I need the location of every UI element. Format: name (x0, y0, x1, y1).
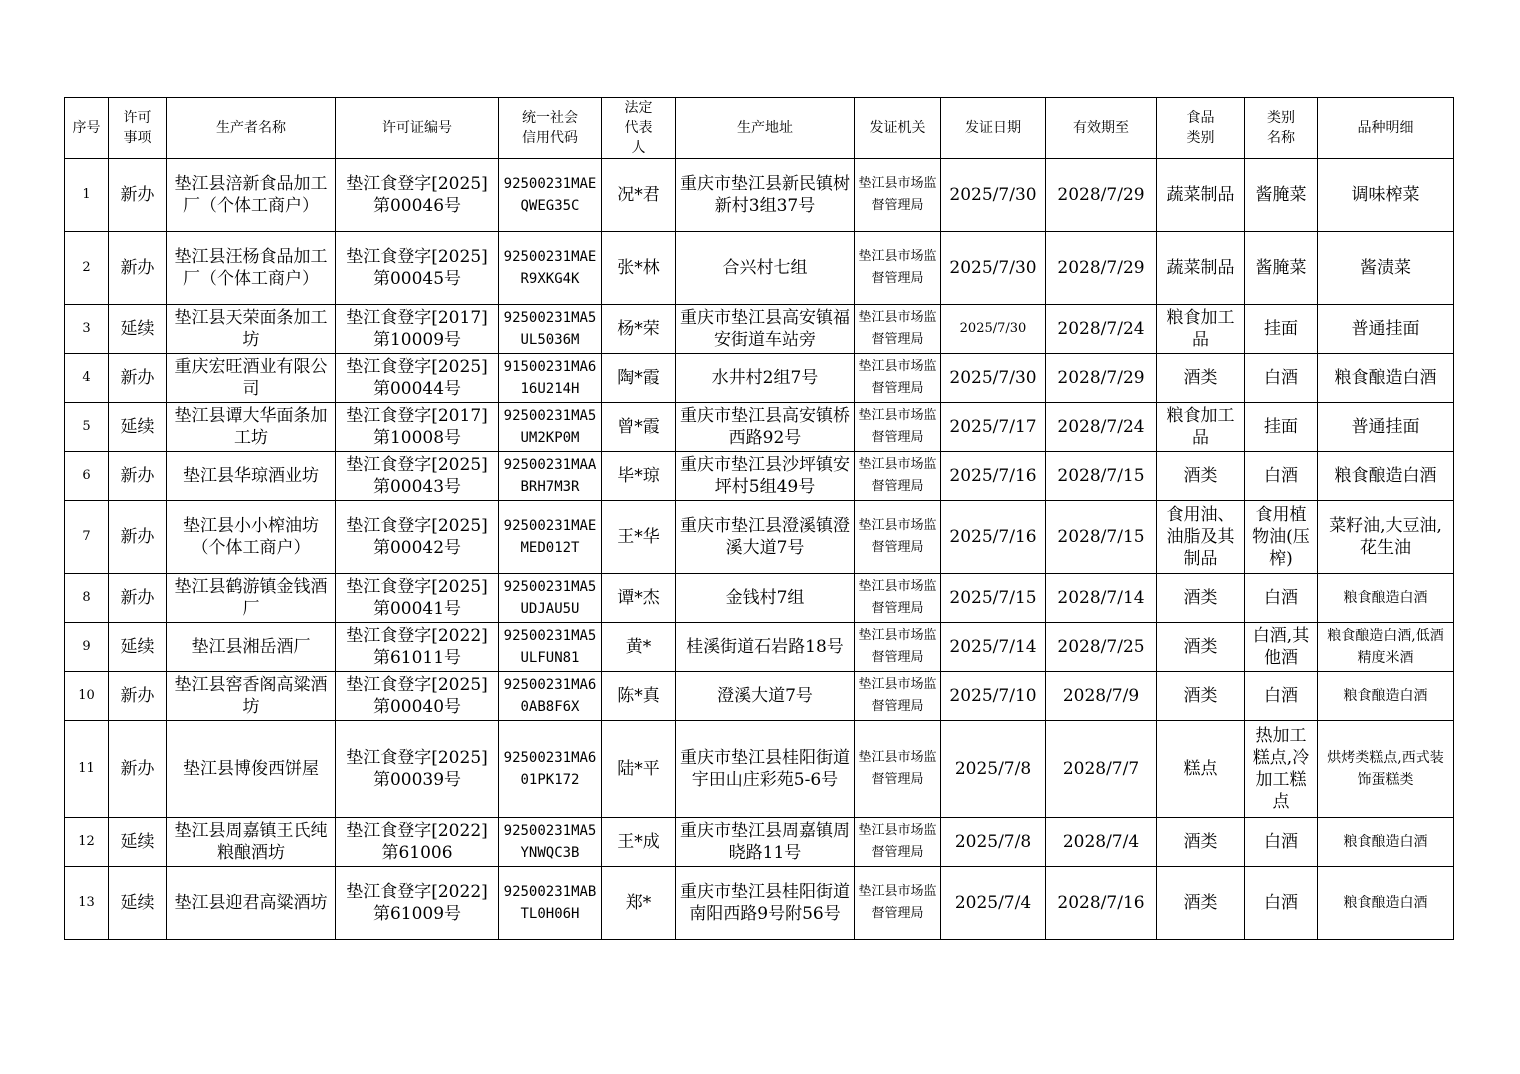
cell-issue: 2025/7/4 (941, 867, 1046, 940)
cell-authority: 垫江县市场监督管理局 (855, 818, 941, 867)
cell-category: 食用油、油脂及其制品 (1157, 501, 1245, 574)
cell-item: 延续 (109, 867, 167, 940)
cell-category: 酒类 (1157, 452, 1245, 501)
cell-detail: 粮食酿造白酒 (1318, 452, 1454, 501)
cell-expire: 2028/7/4 (1046, 818, 1157, 867)
header-row (65, 98, 1454, 159)
cell-detail: 粮食酿造白酒 (1318, 672, 1454, 721)
cell-license: 垫江食登字[2025]第00045号 (336, 232, 499, 305)
cell-authority: 垫江县市场监督管理局 (855, 354, 941, 403)
cell-code: 92500231MA5ULFUN81 (499, 623, 602, 672)
cell-catname: 白酒 (1245, 672, 1318, 721)
cell-catname: 热加工糕点,冷加工糕点 (1245, 721, 1318, 818)
cell-no: 8 (65, 574, 109, 623)
header-cell: 法定代表人 (602, 98, 676, 159)
cell-no: 11 (65, 721, 109, 818)
cell-address: 重庆市垫江县周嘉镇周晓路11号 (676, 818, 855, 867)
cell-detail: 烘烤类糕点,西式装饰蛋糕类 (1318, 721, 1454, 818)
cell-license: 垫江食登字[2025]第00039号 (336, 721, 499, 818)
header-cell: 品种明细 (1318, 98, 1454, 159)
cell-category: 蔬菜制品 (1157, 232, 1245, 305)
cell-license: 垫江食登字[2025]第00046号 (336, 159, 499, 232)
cell-code: 92500231MAEQWEG35C (499, 159, 602, 232)
cell-expire: 2028/7/25 (1046, 623, 1157, 672)
table-row (65, 574, 1454, 623)
cell-rep: 张*林 (602, 232, 676, 305)
cell-detail: 粮食酿造白酒 (1318, 574, 1454, 623)
cell-catname: 挂面 (1245, 403, 1318, 452)
cell-authority: 垫江县市场监督管理局 (855, 452, 941, 501)
table-row (65, 867, 1454, 940)
cell-rep: 陆*平 (602, 721, 676, 818)
cell-name: 垫江县华琼酒业坊 (167, 452, 336, 501)
cell-address: 水井村2组7号 (676, 354, 855, 403)
cell-detail: 菜籽油,大豆油,花生油 (1318, 501, 1454, 574)
cell-no: 13 (65, 867, 109, 940)
cell-name: 垫江县涪新食品加工厂（个体工商户） (167, 159, 336, 232)
header-cell: 食品类别 (1157, 98, 1245, 159)
cell-issue: 2025/7/16 (941, 452, 1046, 501)
cell-license: 垫江食登字[2017]第10009号 (336, 305, 499, 354)
cell-rep: 王*华 (602, 501, 676, 574)
cell-issue: 2025/7/17 (941, 403, 1046, 452)
cell-expire: 2028/7/14 (1046, 574, 1157, 623)
cell-expire: 2028/7/29 (1046, 159, 1157, 232)
cell-address: 桂溪街道石岩路18号 (676, 623, 855, 672)
cell-expire: 2028/7/16 (1046, 867, 1157, 940)
cell-address: 重庆市垫江县沙坪镇安坪村5组49号 (676, 452, 855, 501)
cell-item: 延续 (109, 623, 167, 672)
cell-issue: 2025/7/16 (941, 501, 1046, 574)
cell-detail: 粮食酿造白酒 (1318, 354, 1454, 403)
cell-issue: 2025/7/30 (941, 305, 1046, 354)
table-row (65, 305, 1454, 354)
cell-item: 新办 (109, 232, 167, 305)
cell-name: 垫江县谭大华面条加工坊 (167, 403, 336, 452)
cell-expire: 2028/7/15 (1046, 452, 1157, 501)
cell-category: 酒类 (1157, 623, 1245, 672)
header-cell: 统一社会信用代码 (499, 98, 602, 159)
cell-authority: 垫江县市场监督管理局 (855, 159, 941, 232)
cell-no: 10 (65, 672, 109, 721)
cell-item: 延续 (109, 305, 167, 354)
cell-code: 92500231MA601PK172 (499, 721, 602, 818)
cell-address: 合兴村七组 (676, 232, 855, 305)
cell-name: 垫江县湘岳酒厂 (167, 623, 336, 672)
cell-item: 新办 (109, 574, 167, 623)
cell-code: 92500231MA5UM2KP0M (499, 403, 602, 452)
cell-rep: 陶*霞 (602, 354, 676, 403)
cell-code: 92500231MA60AB8F6X (499, 672, 602, 721)
cell-no: 4 (65, 354, 109, 403)
cell-detail: 粮食酿造白酒 (1318, 818, 1454, 867)
cell-expire: 2028/7/29 (1046, 232, 1157, 305)
cell-license: 垫江食登字[2017]第10008号 (336, 403, 499, 452)
cell-issue: 2025/7/15 (941, 574, 1046, 623)
cell-expire: 2028/7/24 (1046, 403, 1157, 452)
cell-code: 92500231MAER9XKG4K (499, 232, 602, 305)
cell-name: 重庆宏旺酒业有限公司 (167, 354, 336, 403)
cell-name: 垫江县汪杨食品加工厂（个体工商户） (167, 232, 336, 305)
cell-detail: 粮食酿造白酒 (1318, 867, 1454, 940)
cell-item: 新办 (109, 452, 167, 501)
cell-address: 重庆市垫江县高安镇福安街道车站旁 (676, 305, 855, 354)
cell-issue: 2025/7/30 (941, 354, 1046, 403)
cell-issue: 2025/7/30 (941, 159, 1046, 232)
table-row (65, 721, 1454, 818)
cell-detail: 粮食酿造白酒,低酒精度米酒 (1318, 623, 1454, 672)
header-cell: 有效期至 (1046, 98, 1157, 159)
cell-no: 5 (65, 403, 109, 452)
cell-item: 新办 (109, 672, 167, 721)
cell-catname: 白酒 (1245, 452, 1318, 501)
cell-authority: 垫江县市场监督管理局 (855, 721, 941, 818)
cell-rep: 陈*真 (602, 672, 676, 721)
cell-category: 粮食加工品 (1157, 305, 1245, 354)
cell-license: 垫江食登字[2025]第00043号 (336, 452, 499, 501)
cell-category: 粮食加工品 (1157, 403, 1245, 452)
cell-rep: 况*君 (602, 159, 676, 232)
cell-address: 重庆市垫江县澄溪镇澄溪大道7号 (676, 501, 855, 574)
cell-address: 重庆市垫江县桂阳街道南阳西路9号附56号 (676, 867, 855, 940)
cell-rep: 曾*霞 (602, 403, 676, 452)
table-row (65, 232, 1454, 305)
cell-issue: 2025/7/8 (941, 818, 1046, 867)
table-row (65, 403, 1454, 452)
cell-authority: 垫江县市场监督管理局 (855, 403, 941, 452)
cell-rep: 杨*荣 (602, 305, 676, 354)
cell-name: 垫江县小小榨油坊（个体工商户） (167, 501, 336, 574)
cell-item: 新办 (109, 159, 167, 232)
header-cell: 类别名称 (1245, 98, 1318, 159)
cell-catname: 酱腌菜 (1245, 159, 1318, 232)
cell-authority: 垫江县市场监督管理局 (855, 672, 941, 721)
cell-authority: 垫江县市场监督管理局 (855, 867, 941, 940)
cell-expire: 2028/7/24 (1046, 305, 1157, 354)
cell-expire: 2028/7/9 (1046, 672, 1157, 721)
cell-item: 延续 (109, 818, 167, 867)
cell-name: 垫江县窖香阁高粱酒坊 (167, 672, 336, 721)
cell-issue: 2025/7/10 (941, 672, 1046, 721)
cell-code: 92500231MA5YNWQC3B (499, 818, 602, 867)
cell-category: 酒类 (1157, 354, 1245, 403)
cell-address: 重庆市垫江县桂阳街道宇田山庄彩苑5-6号 (676, 721, 855, 818)
cell-license: 垫江食登字[2022]第61011号 (336, 623, 499, 672)
cell-code: 92500231MABTL0H06H (499, 867, 602, 940)
table-row (65, 452, 1454, 501)
cell-no: 6 (65, 452, 109, 501)
header-cell: 序号 (65, 98, 109, 159)
cell-address: 重庆市垫江县高安镇桥西路92号 (676, 403, 855, 452)
cell-catname: 白酒 (1245, 354, 1318, 403)
cell-code: 92500231MA5UL5036M (499, 305, 602, 354)
cell-category: 酒类 (1157, 867, 1245, 940)
cell-rep: 谭*杰 (602, 574, 676, 623)
cell-issue: 2025/7/14 (941, 623, 1046, 672)
table-row (65, 501, 1454, 574)
cell-name: 垫江县鹤游镇金钱酒厂 (167, 574, 336, 623)
cell-item: 新办 (109, 501, 167, 574)
header-cell: 生产者名称 (167, 98, 336, 159)
cell-catname: 挂面 (1245, 305, 1318, 354)
cell-expire: 2028/7/15 (1046, 501, 1157, 574)
cell-catname: 白酒 (1245, 818, 1318, 867)
header-cell: 生产地址 (676, 98, 855, 159)
cell-authority: 垫江县市场监督管理局 (855, 232, 941, 305)
cell-rep: 郑* (602, 867, 676, 940)
cell-category: 酒类 (1157, 574, 1245, 623)
cell-catname: 白酒 (1245, 574, 1318, 623)
cell-issue: 2025/7/8 (941, 721, 1046, 818)
cell-code: 92500231MA5UDJAU5U (499, 574, 602, 623)
cell-rep: 毕*琼 (602, 452, 676, 501)
cell-no: 2 (65, 232, 109, 305)
cell-category: 蔬菜制品 (1157, 159, 1245, 232)
header-cell: 发证日期 (941, 98, 1046, 159)
table-row (65, 818, 1454, 867)
cell-address: 重庆市垫江县新民镇树新村3组37号 (676, 159, 855, 232)
license-table (64, 97, 1454, 940)
table-row (65, 354, 1454, 403)
table-row (65, 623, 1454, 672)
cell-item: 新办 (109, 721, 167, 818)
cell-authority: 垫江县市场监督管理局 (855, 305, 941, 354)
cell-no: 3 (65, 305, 109, 354)
cell-name: 垫江县博俊西饼屋 (167, 721, 336, 818)
cell-authority: 垫江县市场监督管理局 (855, 623, 941, 672)
header-cell: 许可事项 (109, 98, 167, 159)
cell-name: 垫江县迎君高粱酒坊 (167, 867, 336, 940)
cell-license: 垫江食登字[2022]第61006 (336, 818, 499, 867)
cell-category: 酒类 (1157, 818, 1245, 867)
cell-category: 酒类 (1157, 672, 1245, 721)
cell-name: 垫江县周嘉镇王氏纯粮酿酒坊 (167, 818, 336, 867)
cell-detail: 普通挂面 (1318, 403, 1454, 452)
cell-license: 垫江食登字[2025]第00044号 (336, 354, 499, 403)
cell-license: 垫江食登字[2025]第00042号 (336, 501, 499, 574)
cell-rep: 黄* (602, 623, 676, 672)
cell-catname: 白酒 (1245, 867, 1318, 940)
cell-authority: 垫江县市场监督管理局 (855, 574, 941, 623)
cell-name: 垫江县天荣面条加工坊 (167, 305, 336, 354)
cell-code: 91500231MA616U214H (499, 354, 602, 403)
cell-detail: 普通挂面 (1318, 305, 1454, 354)
cell-issue: 2025/7/30 (941, 232, 1046, 305)
cell-rep: 王*成 (602, 818, 676, 867)
cell-detail: 调味榨菜 (1318, 159, 1454, 232)
table-row (65, 159, 1454, 232)
cell-license: 垫江食登字[2022]第61009号 (336, 867, 499, 940)
cell-no: 7 (65, 501, 109, 574)
cell-no: 12 (65, 818, 109, 867)
header-cell: 发证机关 (855, 98, 941, 159)
cell-catname: 酱腌菜 (1245, 232, 1318, 305)
cell-authority: 垫江县市场监督管理局 (855, 501, 941, 574)
cell-expire: 2028/7/29 (1046, 354, 1157, 403)
cell-category: 糕点 (1157, 721, 1245, 818)
table-row (65, 672, 1454, 721)
cell-no: 1 (65, 159, 109, 232)
cell-item: 新办 (109, 354, 167, 403)
cell-address: 金钱村7组 (676, 574, 855, 623)
cell-catname: 食用植物油(压榨) (1245, 501, 1318, 574)
cell-expire: 2028/7/7 (1046, 721, 1157, 818)
header-cell: 许可证编号 (336, 98, 499, 159)
cell-address: 澄溪大道7号 (676, 672, 855, 721)
cell-detail: 酱渍菜 (1318, 232, 1454, 305)
cell-code: 92500231MAEMED012T (499, 501, 602, 574)
cell-catname: 白酒,其他酒 (1245, 623, 1318, 672)
cell-license: 垫江食登字[2025]第00041号 (336, 574, 499, 623)
cell-no: 9 (65, 623, 109, 672)
cell-license: 垫江食登字[2025]第00040号 (336, 672, 499, 721)
cell-item: 延续 (109, 403, 167, 452)
cell-code: 92500231MAABRH7M3R (499, 452, 602, 501)
